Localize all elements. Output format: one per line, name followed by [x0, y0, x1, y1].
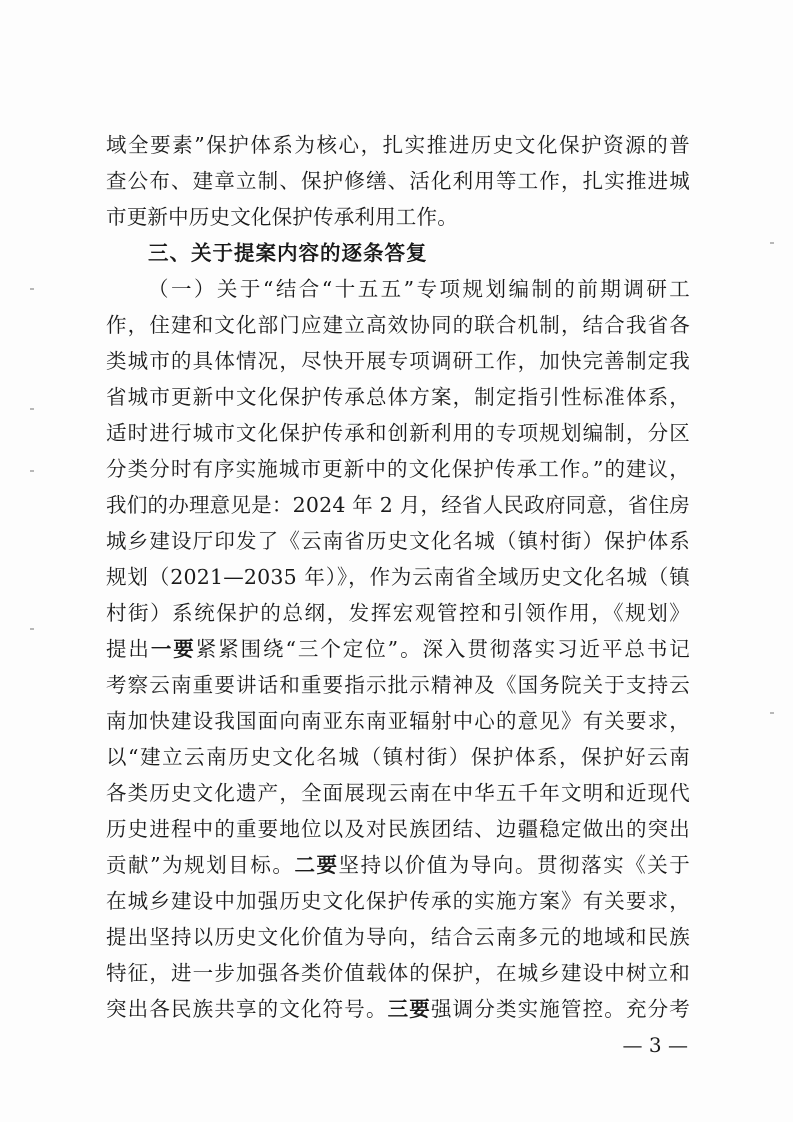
emphasis-first: 一要	[150, 637, 196, 661]
body-text-line	[106, 992, 690, 1026]
body-text-line: 分类分时有序实施城市更新中的文化保护传承工作。”的建议，	[106, 457, 690, 481]
body-text-line: 历史进程中的重要地位以及对民族团结、边疆稳定做出的突出	[106, 817, 690, 841]
body-text-line: 作，住建和文化部门应建立高效协同的联合机制，结合我省各	[106, 313, 690, 337]
emphasis-third: 三要	[387, 997, 431, 1021]
body-text-line: 以“建立云南历史文化名城（镇村街）保护体系，保护好云南	[106, 745, 690, 769]
text-run: 提出	[106, 637, 151, 661]
scan-speck	[30, 470, 34, 472]
text-run: 坚持以价值为导向。贯彻落实《关于	[338, 853, 690, 877]
body-text-line	[106, 632, 690, 666]
body-text-line: 南加快建设我国面向南亚东南亚辐射中心的意见》有关要求，	[106, 709, 690, 733]
body-text-line: 考察云南重要讲话和重要指示批示精神及《国务院关于支持云	[106, 673, 690, 697]
page-number: — 3 —	[622, 1033, 688, 1057]
text-run: 突出各民族共享的文化符号。	[106, 997, 388, 1021]
body-text-line: 城乡建设厅印发了《云南省历史文化名城（镇村街）保护体系	[106, 529, 690, 553]
scan-speck	[770, 242, 774, 244]
scan-speck	[30, 408, 34, 410]
body-text-line: 特征，进一步加强各类价值载体的保护，在城乡建设中树立和	[106, 961, 690, 985]
body-text-line: 我们的办理意见是：2024 年 2 月，经省人民政府同意，省住房	[106, 493, 690, 517]
body-text-line: 域全要素”保护体系为核心，扎实推进历史文化保护资源的普	[106, 133, 690, 157]
text-run: 贡献”为规划目标。	[106, 853, 295, 877]
body-text-line: 各类历史文化遗产，全面展现云南在中华五千年文明和近现代	[106, 781, 690, 805]
body-text-line: 规划（2021—2035 年）》，作为云南省全域历史文化名城（镇	[106, 565, 690, 589]
body-text-line: 类城市的具体情况，尽快开展专项调研工作，加快完善制定我	[106, 349, 690, 373]
body-text-line: 省城市更新中文化保护传承总体方案，制定指引性标准体系，	[106, 385, 690, 409]
emphasis-second: 二要	[294, 853, 339, 877]
scan-speck	[770, 712, 774, 714]
body-text-line	[106, 848, 690, 882]
body-text-line: （一）关于“结合“十五五”专项规划编制的前期调研工	[148, 277, 690, 301]
body-text-line: 在城乡建设中加强历史文化保护传承的实施方案》有关要求，	[106, 889, 690, 913]
scan-speck	[30, 288, 34, 290]
section-heading: 三、关于提案内容的逐条答复	[148, 241, 428, 265]
body-text-line: 查公布、建章立制、保护修缮、活化利用等工作，扎实推进城	[106, 169, 690, 193]
body-text-line: 适时进行城市文化保护传承和创新利用的专项规划编制，分区	[106, 421, 690, 445]
body-text-line: 村街）系统保护的总纲，发挥宏观管控和引领作用，《规划》	[106, 601, 690, 625]
scan-speck	[30, 628, 34, 630]
text-run: 强调分类实施管控。充分考	[430, 997, 690, 1021]
body-text-line: 市更新中历史文化保护传承利用工作。	[106, 205, 458, 229]
text-run: 紧紧围绕“三个定位”。深入贯彻落实习近平总书记	[195, 637, 690, 661]
body-text-line: 提出坚持以历史文化价值为导向，结合云南多元的地域和民族	[106, 925, 690, 949]
